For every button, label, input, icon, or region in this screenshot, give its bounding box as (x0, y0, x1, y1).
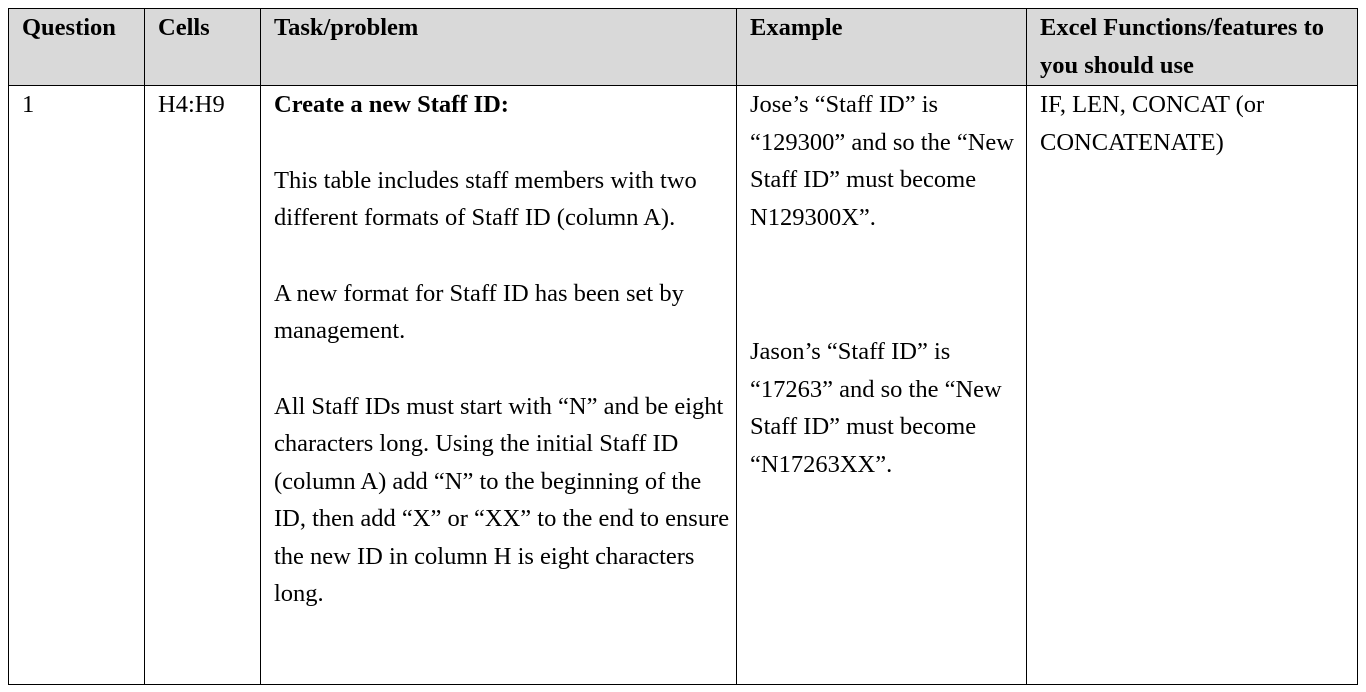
task-paragraph-1: This table includes staff members with two different formats of Staff ID (column A). (274, 166, 697, 231)
header-example: Example (737, 9, 1027, 86)
cell-question: 1 (9, 86, 145, 685)
cell-example (737, 86, 1027, 685)
task-title: Create a new Staff ID: (274, 91, 509, 118)
example-1: Jose’s “Staff ID” is “129300” and so the “New Staff ID” must become N129300X”. (750, 91, 1014, 231)
header-functions: Excel Functions/features to you should use (1027, 9, 1358, 86)
task-paragraph-3: All Staff IDs must start with “N” and be eight characters long. Using the initial Staff ID (column A) add “N” to the beginning of the ID, then add “X” or “XX” to the end to ensure the new ID in column H is eight characters long. (274, 392, 730, 607)
task-paragraph-2: A new format for Staff ID has been set by management. (274, 279, 684, 344)
example-2: Jason’s “Staff ID” is “17263” and so the “New Staff ID” must become “N17263XX”. (750, 338, 1002, 478)
task-table (8, 8, 1358, 685)
table-row (9, 86, 1358, 685)
header-cells: Cells (145, 9, 261, 86)
cell-functions: IF, LEN, CONCAT (or CONCATENATE) (1027, 86, 1358, 685)
header-row (9, 9, 1358, 86)
header-task: Task/problem (261, 9, 737, 86)
cell-task (261, 86, 737, 685)
cell-range: H4:H9 (145, 86, 261, 685)
header-question: Question (9, 9, 145, 86)
